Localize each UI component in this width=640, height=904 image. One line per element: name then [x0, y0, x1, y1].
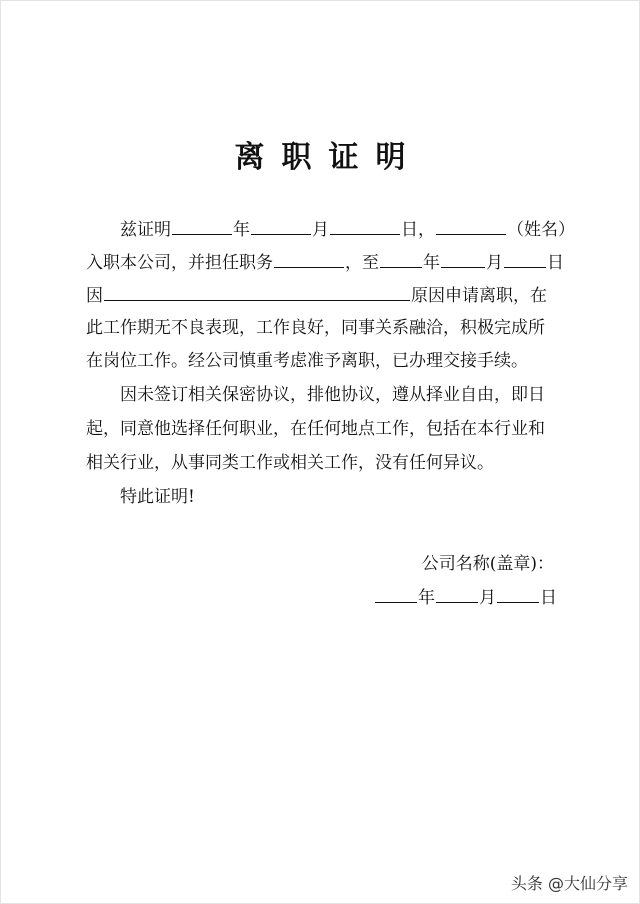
text-joined: 入职本公司，并担任职务 [86, 253, 273, 273]
blank-start-month [251, 218, 311, 235]
text-year: 年 [418, 588, 435, 608]
blank-end-month [441, 251, 485, 268]
blank-name [436, 218, 506, 235]
para1-line3 [86, 284, 547, 307]
blank-sign-year [375, 586, 417, 603]
text-certify: 兹证明 [120, 220, 171, 240]
para1-line4: 此工作期无不良表现，工作良好，同事关系融洽，积极完成所 [86, 318, 545, 338]
text-year: 年 [423, 253, 440, 273]
text-day: 日 [540, 588, 557, 608]
para1-line5: 在岗位工作。经公司慎重考虑准予离职，已办理交接手续。 [86, 351, 528, 371]
para1-line2 [86, 251, 564, 274]
blank-start-day [330, 218, 400, 235]
text-name-label: （姓名） [507, 220, 575, 240]
text-day: 日 [547, 253, 564, 273]
para1-line1 [120, 218, 575, 241]
closing-text: 特此证明! [120, 487, 195, 507]
para2-line1: 因未签订相关保密协议，排他协议，遵从择业自由，即日 [120, 385, 545, 405]
para2-line3: 相关行业，从事同类工作或相关工作，没有任何异议。 [86, 453, 494, 473]
blank-end-day [504, 251, 546, 268]
text-day: 日， [401, 220, 435, 240]
text-resign-reason: 原因申请离职，在 [411, 286, 547, 306]
document-title: 离职证明 [234, 140, 423, 175]
company-name-label: 公司名称(盖章)： [421, 554, 554, 574]
blank-position [274, 251, 344, 268]
para2-line2: 起，同意他选择任何职业，在任何地点工作，包括在本行业和 [86, 419, 545, 439]
watermark: 头条 @大仙分享 [510, 874, 628, 893]
blank-sign-day [497, 586, 539, 603]
signature-date [374, 586, 557, 609]
blank-end-year [380, 251, 422, 268]
text-year: 年 [233, 220, 250, 240]
blank-start-year [172, 218, 232, 235]
text-until: ，至 [345, 253, 379, 273]
text-month: 月 [486, 253, 503, 273]
text-month: 月 [312, 220, 329, 240]
blank-sign-month [436, 586, 478, 603]
text-because: 因 [86, 286, 103, 306]
text-month: 月 [479, 588, 496, 608]
blank-reason [104, 284, 410, 301]
